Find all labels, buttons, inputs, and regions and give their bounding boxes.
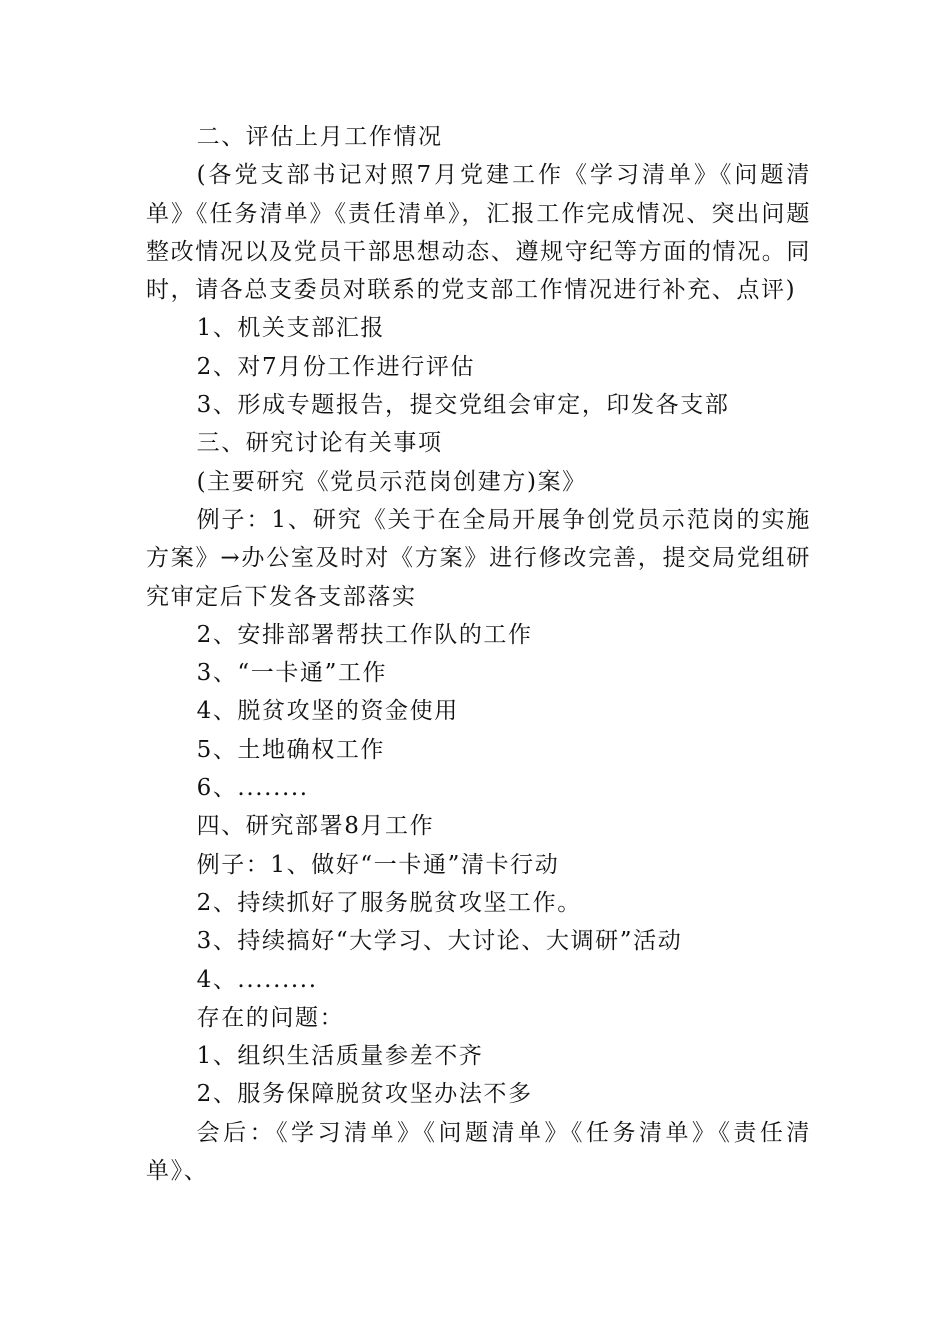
list-item: 2、安排部署帮扶工作队的工作 <box>196 621 533 648</box>
list-item: 例子：1、做好“一卡通”清卡行动 <box>196 851 560 878</box>
list-item: 4、脱贫攻坚的资金使用 <box>196 698 459 725</box>
section-heading-discuss-matters: 三、研究讨论有关事项 <box>196 430 443 457</box>
paragraph-main-research: (主要研究《党员示范岗创建方)案》 <box>196 468 587 495</box>
list-item: 2、对7月份工作进行评估 <box>196 353 476 380</box>
list-item: 3、持续搞好“大学习、大讨论、大调研”活动 <box>196 928 683 955</box>
paragraph-evaluation-instructions: (各党支部书记对照7月党建工作《学习清单》《问题清单》《任务清单》《责任清单》，汇报工作完成情况、突出问题整改情况以及党员干部思想动态、遵规守纪等方面的情况。同时，请各总支委员对联系的党支部工作情况进行补充、点评) <box>146 162 811 304</box>
section-heading-august-work: 四、研究部署8月工作 <box>196 813 435 840</box>
section-heading-evaluate-last-month: 二、评估上月工作情况 <box>196 124 443 150</box>
list-item: 4、......... <box>196 966 318 993</box>
list-item: 2、服务保障脱贫攻坚办法不多 <box>196 1081 533 1108</box>
list-item: 6、........ <box>196 775 309 802</box>
section-heading-problems: 存在的问题： <box>196 1004 345 1031</box>
list-item: 2、持续抓好了服务脱贫攻坚工作。 <box>196 889 582 916</box>
list-item: 5、土地确权工作 <box>196 736 386 763</box>
list-item: 1、组织生活质量参差不齐 <box>196 1043 484 1070</box>
document-body <box>146 118 811 1190</box>
paragraph-example-research: 例子：1、研究《关于在全局开展争创党员示范岗的实施方案》→办公室及时对《方案》进行修改完善，提交局党组研究审定后下发各支部落实 <box>146 506 811 610</box>
paragraph-after-meeting: 会后：《学习清单》《问题清单》《任务清单》《责任清单》、 <box>146 1119 811 1185</box>
list-item: 3、“一卡通”工作 <box>196 660 388 687</box>
list-item: 1、机关支部汇报 <box>196 315 386 342</box>
list-item: 3、形成专题报告，提交党组会审定，印发各支部 <box>196 392 730 419</box>
